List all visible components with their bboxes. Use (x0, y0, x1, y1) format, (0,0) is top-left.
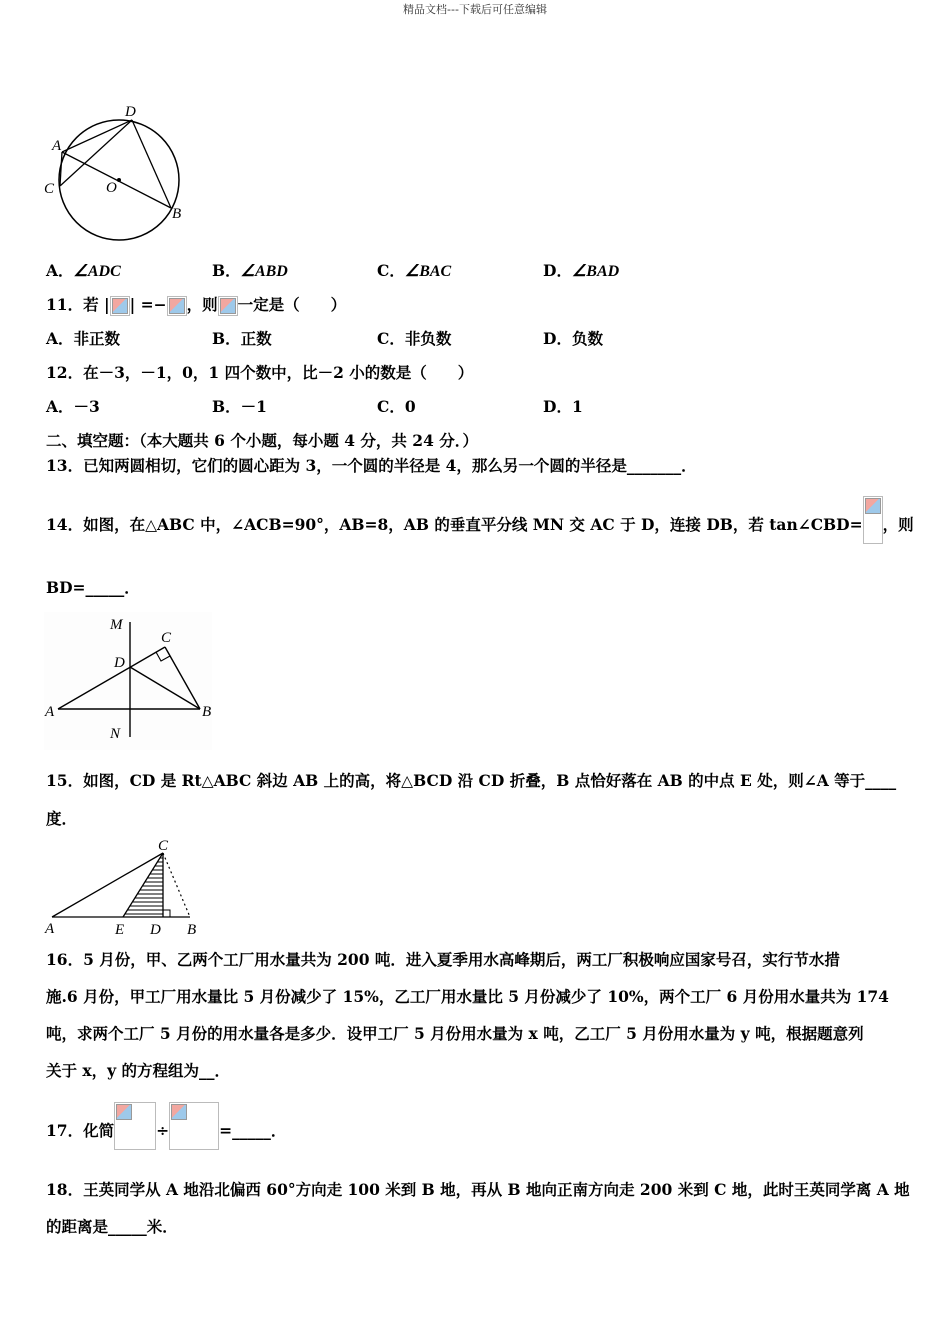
formula-image (167, 296, 187, 316)
circle-figure-q10 (40, 100, 200, 250)
question-15-cont: 度． (46, 809, 78, 828)
label-b: B (202, 704, 212, 720)
question-16-line-3: 吨，求两个工厂 5 月份的用水量各是多少．设甲工厂 5 月份用水量为 x 吨，乙工厂 5 月份用水量为 y 吨，根据题意列 (46, 1024, 864, 1043)
q11-option-a: A．非正数 (46, 329, 121, 348)
q10-option-a: A．∠ADC (46, 261, 121, 280)
formula-image (218, 296, 238, 316)
q10-option-b: B．∠ABD (212, 261, 288, 280)
label-d: D (114, 655, 125, 671)
question-16-line-4: 关于 x，y 的方程组为__． (46, 1061, 231, 1080)
label-c: C (158, 838, 169, 854)
question-17: 17．化简 ÷ =_____． (46, 1121, 286, 1150)
label-c: C (161, 630, 172, 646)
label-m: M (110, 617, 123, 633)
formula-image (110, 296, 130, 316)
segment-cb-dotted (163, 853, 190, 917)
page-header: 精品文档---下载后可任意编辑 (403, 3, 547, 16)
label-e: E (115, 922, 125, 936)
question-15: 15．如图，CD 是 Rt△ABC 斜边 AB 上的高，将△BCD 沿 CD 折叠，B 点恰好落在 AB 的中点 E 处，则∠A 等于____ (46, 771, 897, 790)
label-c: C (44, 181, 55, 197)
question-13: 13．已知两圆相切，它们的圆心距为 3，一个圆的半径是 4，那么另一个圆的半径是_______． (46, 456, 697, 475)
question-12: 12．在－3，－1，0，1 四个数中，比－2 小的数是（ ） (46, 363, 474, 382)
label-b: B (187, 922, 197, 936)
question-18-line-1: 18．王英同学从 A 地沿北偏西 60°方向走 100 米到 B 地，再从 B 地向正南方向走 200 米到 C 地，此时王英同学离 A 地 (46, 1180, 910, 1199)
q12-option-b: B．－1 (212, 397, 267, 416)
section-heading-fill-in: 二、填空题：（本大题共 6 个小题，每小题 4 分，共 24 分．） (46, 431, 479, 450)
question-14: 14．如图，在△ABC 中，∠ACB=90°，AB=8，AB 的垂直平分线 MN 交 AC 于 D，连接 DB，若 tan∠CBD= ，则 (46, 515, 914, 544)
center-dot (117, 178, 121, 182)
triangle-figure-q14 (44, 612, 214, 752)
label-o: O (106, 180, 117, 196)
question-16-line-1: 16．5 月份，甲、乙两个工厂用水量共为 200 吨．进入夏季用水高峰期后，两工厂积极响应国家号召，实行节水措 (46, 950, 840, 969)
label-d: D (150, 922, 161, 936)
q11-option-c: C．非负数 (377, 329, 452, 348)
label-d: D (125, 104, 136, 120)
label-a: A (52, 138, 62, 154)
label-a: A (45, 921, 55, 936)
question-14-answer: BD=_____． (46, 578, 140, 597)
formula-image (863, 496, 883, 544)
question-18-line-2: 的距离是_____米． (46, 1217, 178, 1236)
triangle-figure-q15 (40, 836, 215, 936)
label-n: N (110, 726, 121, 742)
q12-option-c: C．0 (377, 397, 416, 416)
formula-image (169, 1102, 219, 1150)
right-angle-mark (163, 910, 170, 917)
label-b: B (172, 206, 182, 222)
formula-image (114, 1102, 156, 1150)
segment-cd (60, 120, 132, 186)
q12-option-a: A．－3 (46, 397, 100, 416)
q10-option-c: C．∠BAC (377, 261, 452, 280)
q11-option-b: B．正数 (212, 329, 272, 348)
question-11: 11．若 | | =− ，则 一定是（ ） (46, 295, 347, 314)
label-a: A (45, 704, 55, 720)
q11-option-d: D．负数 (543, 329, 603, 348)
segment-db (132, 120, 171, 208)
q12-option-d: D．1 (543, 397, 583, 416)
question-16-line-2: 施.6 月份，甲工厂用水量比 5 月份减少了 15%，乙工厂用水量比 5 月份减少了 10%，两个工厂 6 月份用水量共为 174 (46, 987, 889, 1006)
q10-option-d: D．∠BAD (543, 261, 620, 280)
